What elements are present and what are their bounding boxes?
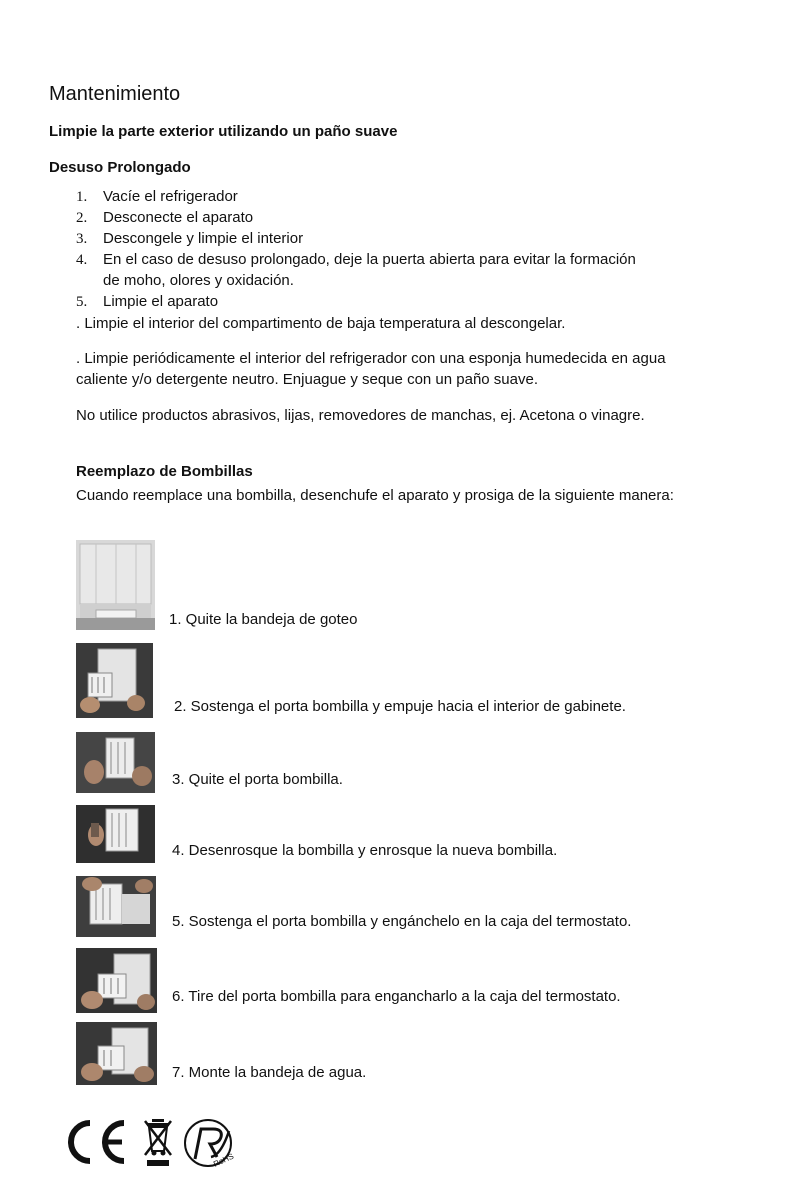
weee-bin-icon (143, 1117, 173, 1169)
step-4-text: 4. Desenrosque la bombilla y enrosque la nueva bombilla. (172, 842, 558, 859)
step-6-photo (76, 948, 157, 1013)
step-2-photo (76, 643, 153, 718)
rohs-label: RoHS (212, 1151, 235, 1169)
note-periodic: . Limpie periódicamente el interior del refrigerador con una esponja humedecida en agua caliente y/o detergente neutro. Enjuague y seque con un paño suave. (76, 350, 666, 388)
step-1-text: 1. Quite la bandeja de goteo (169, 611, 358, 628)
list-item: Vacíe el refrigerador (103, 188, 238, 205)
step-7-photo (76, 1022, 157, 1085)
step-5-text: 5. Sostenga el porta bombilla y engánchelo en la caja del termostato. (172, 913, 632, 930)
desuso-heading: Desuso Prolongado (49, 159, 191, 176)
ce-mark (62, 1117, 130, 1167)
list-number: 2. (76, 210, 88, 226)
note-abrasives: No utilice productos abrasivos, lijas, removedores de manchas, ej. Acetona o vinagre. (76, 407, 645, 424)
step-3-photo (76, 732, 155, 793)
list-number: 4. (76, 252, 88, 268)
exterior-cleaning-heading: Limpie la parte exterior utilizando un paño suave (49, 123, 398, 140)
rohs-logo (181, 1117, 235, 1171)
step-3-text: 3. Quite el porta bombilla. (172, 771, 343, 788)
note-low-temp: . Limpie el interior del compartimento de baja temperatura al descongelar. (76, 315, 566, 332)
list-number: 5. (76, 294, 88, 310)
list-item: Limpie el aparato (103, 293, 219, 310)
bulb-intro: Cuando reemplace una bombilla, desenchufe el aparato y prosiga de la siguiente manera: (76, 487, 674, 504)
step-1-photo (76, 540, 155, 630)
page-title: Mantenimiento (49, 83, 181, 105)
step-4-photo (76, 805, 155, 863)
list-item: Descongele y limpie el interior (103, 230, 304, 247)
step-5-photo (76, 876, 156, 937)
step-2-text: 2. Sostenga el porta bombilla y empuje hacia el interior de gabinete. (174, 698, 626, 715)
list-item: En el caso de desuso prolongado, deje la puerta abierta para evitar la formación de moho, olores y oxidación. (103, 251, 636, 289)
step-6-text: 6. Tire del porta bombilla para engancharlo a la caja del termostato. (172, 988, 621, 1005)
list-item: Desconecte el aparato (103, 209, 254, 226)
bulb-heading: Reemplazo de Bombillas (76, 463, 253, 480)
list-number: 3. (76, 231, 88, 247)
list-number: 1. (76, 189, 88, 205)
step-7-text: 7. Monte la bandeja de agua. (172, 1064, 367, 1081)
